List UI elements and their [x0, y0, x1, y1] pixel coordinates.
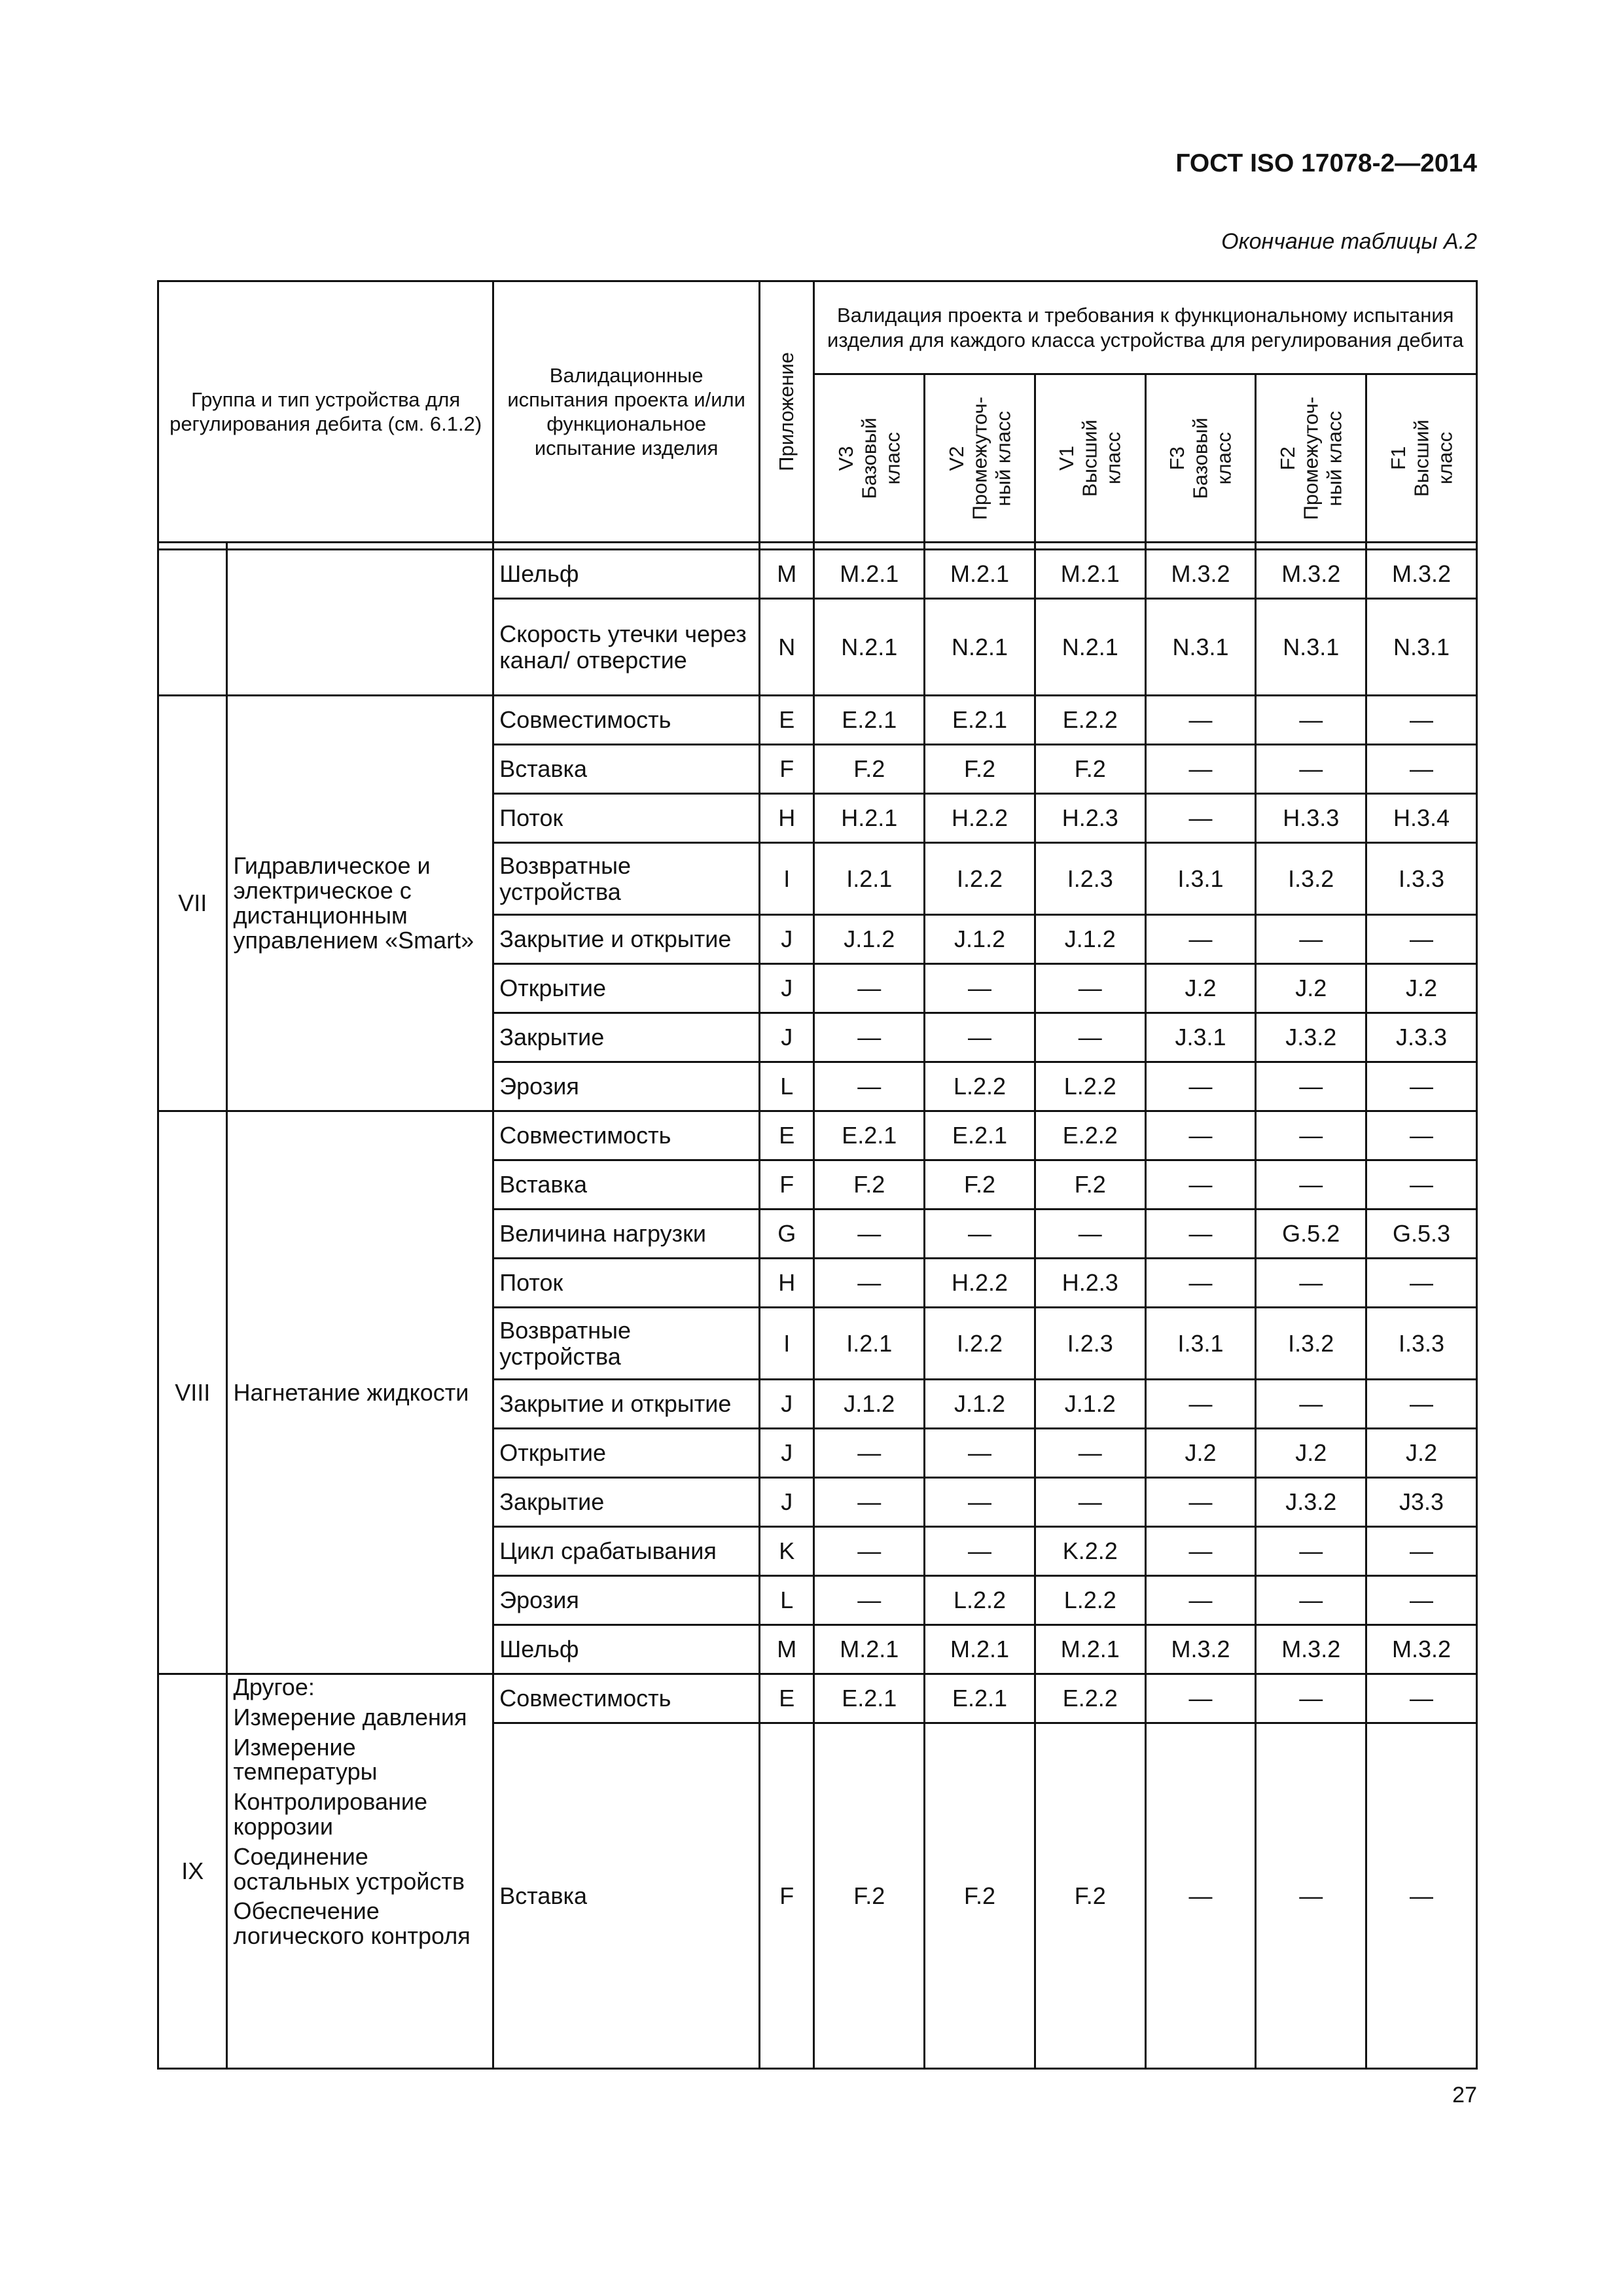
test-name: Закрытие и открытие [493, 1380, 760, 1429]
requirement-cell: — [814, 964, 925, 1013]
requirement-cell: J.1.2 [925, 1380, 1035, 1429]
requirement-cell: M.2.1 [1035, 1625, 1145, 1674]
requirement-cell: J.2 [1366, 1429, 1477, 1478]
group-number: VII [158, 696, 227, 1111]
group-name-line: Другое: [233, 1674, 315, 1700]
requirement-cell: — [1366, 1380, 1477, 1429]
group-name-line: Обеспечение логического контроля [233, 1897, 471, 1950]
requirement-cell: — [814, 1527, 925, 1576]
requirement-cell: — [1145, 745, 1256, 794]
requirement-cell: J.2 [1145, 1429, 1256, 1478]
requirement-cell: E.2.2 [1035, 1674, 1145, 1723]
requirement-cell: — [925, 1013, 1035, 1062]
requirements-table [157, 280, 1478, 2070]
requirement-cell: I.2.2 [925, 843, 1035, 915]
page-number: 27 [1452, 2083, 1477, 2108]
document-standard-number: ГОСТ ISO 17078-2—2014 [1175, 149, 1477, 177]
requirement-cell: M.2.1 [814, 1625, 925, 1674]
test-name: Цикл срабатывания [493, 1527, 760, 1576]
appendix-letter: F [760, 1160, 814, 1210]
requirement-cell: J.1.2 [1035, 1380, 1145, 1429]
requirement-cell: — [1256, 915, 1366, 964]
test-name: Шельф [493, 1625, 760, 1674]
requirement-cell: — [1035, 1210, 1145, 1259]
requirement-cell: — [1366, 1723, 1477, 2069]
requirement-cell: L.2.2 [925, 1576, 1035, 1625]
requirement-cell: — [925, 964, 1035, 1013]
requirement-cell: N.2.1 [814, 599, 925, 696]
appendix-letter: H [760, 794, 814, 843]
requirement-cell: — [814, 1062, 925, 1111]
requirement-cell: I.3.2 [1256, 843, 1366, 915]
requirement-cell: M.3.2 [1256, 1625, 1366, 1674]
header-class-v2: V2 Промежуточ- ный класс [925, 374, 1035, 543]
requirement-cell: I.2.2 [925, 1308, 1035, 1380]
appendix-letter: K [760, 1527, 814, 1576]
requirement-cell: M.2.1 [814, 550, 925, 599]
table-row [158, 696, 1477, 745]
requirement-cell: — [1256, 1380, 1366, 1429]
appendix-letter: J [760, 1013, 814, 1062]
appendix-letter: L [760, 1576, 814, 1625]
requirement-cell: — [1256, 696, 1366, 745]
table-row [158, 1111, 1477, 1160]
requirement-cell: — [1256, 1111, 1366, 1160]
requirement-cell: J.1.2 [925, 915, 1035, 964]
requirement-cell: — [1366, 1576, 1477, 1625]
requirement-cell: E.2.1 [814, 1111, 925, 1160]
requirement-cell: M.3.2 [1145, 550, 1256, 599]
requirement-cell: F.2 [925, 1723, 1035, 2069]
requirement-cell: E.2.2 [1035, 1111, 1145, 1160]
requirement-cell: — [1145, 1062, 1256, 1111]
requirement-cell: — [1145, 1160, 1256, 1210]
appendix-letter: F [760, 1723, 814, 2069]
group-number: VIII [158, 1111, 227, 1674]
requirement-cell: G.5.3 [1366, 1210, 1477, 1259]
test-name: Эрозия [493, 1576, 760, 1625]
requirement-cell: L.2.2 [1035, 1576, 1145, 1625]
requirement-cell: — [1256, 1674, 1366, 1723]
test-name: Закрытие [493, 1478, 760, 1527]
requirement-cell: E.2.1 [925, 1674, 1035, 1723]
requirement-cell: — [1145, 696, 1256, 745]
requirement-cell: F.2 [1035, 1723, 1145, 2069]
header-class-f1: F1 Высший класс [1366, 374, 1477, 543]
requirement-cell: — [1256, 745, 1366, 794]
requirement-cell: — [1366, 1111, 1477, 1160]
requirement-cell: M.3.2 [1256, 550, 1366, 599]
table-row [158, 1674, 1477, 1723]
requirement-cell: — [1256, 1160, 1366, 1210]
appendix-letter: E [760, 1674, 814, 1723]
header-separator [158, 543, 1477, 550]
requirement-cell: — [1145, 1259, 1256, 1308]
requirement-cell: — [1366, 1674, 1477, 1723]
header-class-f3: F3 Базовый класс [1145, 374, 1256, 543]
requirement-cell: I.2.1 [814, 1308, 925, 1380]
header-class-f2: F2 Промежуточ- ный класс [1256, 374, 1366, 543]
requirement-cell: M.3.2 [1145, 1625, 1256, 1674]
test-name: Совместимость [493, 1674, 760, 1723]
header-validation-tests: Валидационные испытания проекта и/или функциональное испытание изделия [493, 281, 760, 543]
group-name-line: Контролирование коррозии [233, 1788, 427, 1840]
requirement-cell: L.2.2 [1035, 1062, 1145, 1111]
requirement-cell: M.2.1 [925, 550, 1035, 599]
requirement-cell: I.3.3 [1366, 843, 1477, 915]
requirement-cell: E.2.1 [925, 696, 1035, 745]
appendix-letter: M [760, 1625, 814, 1674]
requirement-cell: K.2.2 [1035, 1527, 1145, 1576]
requirement-cell: J.3.2 [1256, 1478, 1366, 1527]
header-class-v3: V3 Базовый класс [814, 374, 925, 543]
requirement-cell: J.1.2 [814, 915, 925, 964]
requirement-cell: — [814, 1576, 925, 1625]
requirement-cell: H.2.3 [1035, 794, 1145, 843]
requirement-cell: — [1145, 1111, 1256, 1160]
requirement-cell: F.2 [1035, 1160, 1145, 1210]
requirement-cell: M.2.1 [1035, 550, 1145, 599]
requirement-cell: — [1366, 915, 1477, 964]
requirement-cell: H.2.1 [814, 794, 925, 843]
test-name: Скорость утечки через канал/ отверстие [493, 599, 760, 696]
header-validation-requirements: Валидация проекта и требования к функциональному испытания изделия для каждого класса устройства для регулирования дебита [814, 281, 1477, 374]
test-name: Закрытие [493, 1013, 760, 1062]
requirement-cell: E.2.2 [1035, 696, 1145, 745]
requirement-cell: — [1145, 915, 1256, 964]
group-name-line: Измерение температуры [233, 1733, 378, 1785]
requirement-cell: — [925, 1527, 1035, 1576]
group-name [227, 550, 493, 696]
requirement-cell: N.3.1 [1366, 599, 1477, 696]
requirement-cell: — [925, 1429, 1035, 1478]
requirement-cell: — [1145, 1527, 1256, 1576]
requirement-cell: J.2 [1366, 964, 1477, 1013]
appendix-letter: I [760, 843, 814, 915]
requirement-cell: — [1145, 794, 1256, 843]
test-name: Поток [493, 794, 760, 843]
requirement-cell: J.2 [1256, 964, 1366, 1013]
test-name: Шельф [493, 550, 760, 599]
group-name [227, 1674, 493, 2069]
test-name: Закрытие и открытие [493, 915, 760, 964]
requirement-cell: F.2 [925, 1160, 1035, 1210]
requirement-cell: F.2 [814, 1160, 925, 1210]
appendix-letter: N [760, 599, 814, 696]
requirement-cell: — [1256, 1723, 1366, 2069]
requirement-cell: — [1256, 1576, 1366, 1625]
requirement-cell: H.3.3 [1256, 794, 1366, 843]
test-name: Эрозия [493, 1062, 760, 1111]
requirement-cell: H.3.4 [1366, 794, 1477, 843]
requirement-cell: — [1145, 1674, 1256, 1723]
appendix-letter: J [760, 1380, 814, 1429]
requirement-cell: N.3.1 [1145, 599, 1256, 696]
requirement-cell: — [814, 1013, 925, 1062]
requirement-cell: E.2.1 [814, 696, 925, 745]
requirement-cell: J3.3 [1366, 1478, 1477, 1527]
requirement-cell: — [1256, 1527, 1366, 1576]
requirement-cell: J.2 [1256, 1429, 1366, 1478]
requirement-cell: — [1256, 1062, 1366, 1111]
requirement-cell: F.2 [1035, 745, 1145, 794]
group-name: Гидравлическое и электрическое с дистанционным управлением «Smart» [227, 696, 493, 1111]
requirement-cell: — [1035, 1013, 1145, 1062]
requirement-cell: — [1366, 1160, 1477, 1210]
requirement-cell: — [1256, 1259, 1366, 1308]
requirement-cell: — [1145, 1478, 1256, 1527]
appendix-letter: G [760, 1210, 814, 1259]
appendix-letter: M [760, 550, 814, 599]
test-name: Возвратные устройства [493, 1308, 760, 1380]
requirement-cell: — [1366, 745, 1477, 794]
test-name: Открытие [493, 1429, 760, 1478]
requirement-cell: F.2 [814, 1723, 925, 2069]
header-class-v1: V1 Высший класс [1035, 374, 1145, 543]
group-name-line: Измерение давления [233, 1703, 467, 1731]
requirement-cell: M.2.1 [925, 1625, 1035, 1674]
test-name: Совместимость [493, 1111, 760, 1160]
appendix-letter: J [760, 1478, 814, 1527]
header-group-type: Группа и тип устройства для регулирования дебита (см. 6.1.2) [158, 281, 493, 543]
test-name: Возвратные устройства [493, 843, 760, 915]
requirement-cell: I.3.1 [1145, 843, 1256, 915]
requirement-cell: — [1366, 1527, 1477, 1576]
appendix-letter: F [760, 745, 814, 794]
requirement-cell: H.2.3 [1035, 1259, 1145, 1308]
test-name: Величина нагрузки [493, 1210, 760, 1259]
requirement-cell: — [1145, 1210, 1256, 1259]
requirement-cell: — [1366, 696, 1477, 745]
requirement-cell: J.1.2 [1035, 915, 1145, 964]
requirement-cell: G.5.2 [1256, 1210, 1366, 1259]
requirement-cell: N.2.1 [925, 599, 1035, 696]
appendix-letter: E [760, 696, 814, 745]
requirement-cell: — [814, 1259, 925, 1308]
requirement-cell: — [814, 1210, 925, 1259]
requirement-cell: M.3.2 [1366, 550, 1477, 599]
group-number [158, 550, 227, 696]
appendix-letter: J [760, 964, 814, 1013]
appendix-letter: L [760, 1062, 814, 1111]
test-name: Поток [493, 1259, 760, 1308]
group-number: IX [158, 1674, 227, 2069]
appendix-letter: J [760, 1429, 814, 1478]
appendix-letter: J [760, 915, 814, 964]
requirement-cell: J.3.1 [1145, 1013, 1256, 1062]
test-name: Открытие [493, 964, 760, 1013]
requirement-cell: F.2 [814, 745, 925, 794]
requirement-cell: I.3.3 [1366, 1308, 1477, 1380]
test-name: Совместимость [493, 696, 760, 745]
header-appendix: Приложение [760, 281, 814, 543]
requirement-cell: — [1366, 1062, 1477, 1111]
table-row [158, 550, 1477, 599]
test-name: Вставка [493, 1723, 760, 2069]
requirement-cell: — [1035, 964, 1145, 1013]
requirement-cell: H.2.2 [925, 1259, 1035, 1308]
requirement-cell: I.2.3 [1035, 843, 1145, 915]
requirement-cell: J.3.2 [1256, 1013, 1366, 1062]
appendix-letter: H [760, 1259, 814, 1308]
requirement-cell: E.2.1 [814, 1674, 925, 1723]
requirement-cell: I.3.1 [1145, 1308, 1256, 1380]
requirement-cell: J.3.3 [1366, 1013, 1477, 1062]
requirement-cell: M.3.2 [1366, 1625, 1477, 1674]
requirement-cell: J.1.2 [814, 1380, 925, 1429]
requirement-cell: J.2 [1145, 964, 1256, 1013]
requirement-cell: — [1366, 1259, 1477, 1308]
test-name: Вставка [493, 1160, 760, 1210]
test-name: Вставка [493, 745, 760, 794]
requirement-cell: — [1145, 1723, 1256, 2069]
group-name-line: Соединение остальных устройств [233, 1842, 465, 1895]
requirement-cell: I.2.3 [1035, 1308, 1145, 1380]
requirement-cell: H.2.2 [925, 794, 1035, 843]
table-body [158, 550, 1477, 2069]
requirement-cell: L.2.2 [925, 1062, 1035, 1111]
requirement-cell: N.2.1 [1035, 599, 1145, 696]
requirement-cell: N.3.1 [1256, 599, 1366, 696]
requirement-cell: — [1145, 1380, 1256, 1429]
requirement-cell: — [814, 1429, 925, 1478]
requirement-cell: — [814, 1478, 925, 1527]
requirement-cell: — [925, 1210, 1035, 1259]
requirement-cell: F.2 [925, 745, 1035, 794]
requirement-cell: — [1035, 1429, 1145, 1478]
requirement-cell: — [1145, 1576, 1256, 1625]
requirement-cell: — [925, 1478, 1035, 1527]
appendix-letter: I [760, 1308, 814, 1380]
requirement-cell: I.3.2 [1256, 1308, 1366, 1380]
table-caption: Окончание таблицы А.2 [1221, 229, 1477, 254]
requirement-cell: I.2.1 [814, 843, 925, 915]
appendix-letter: E [760, 1111, 814, 1160]
requirement-cell: E.2.1 [925, 1111, 1035, 1160]
requirement-cell: — [1035, 1478, 1145, 1527]
group-name: Нагнетание жидкости [227, 1111, 493, 1674]
